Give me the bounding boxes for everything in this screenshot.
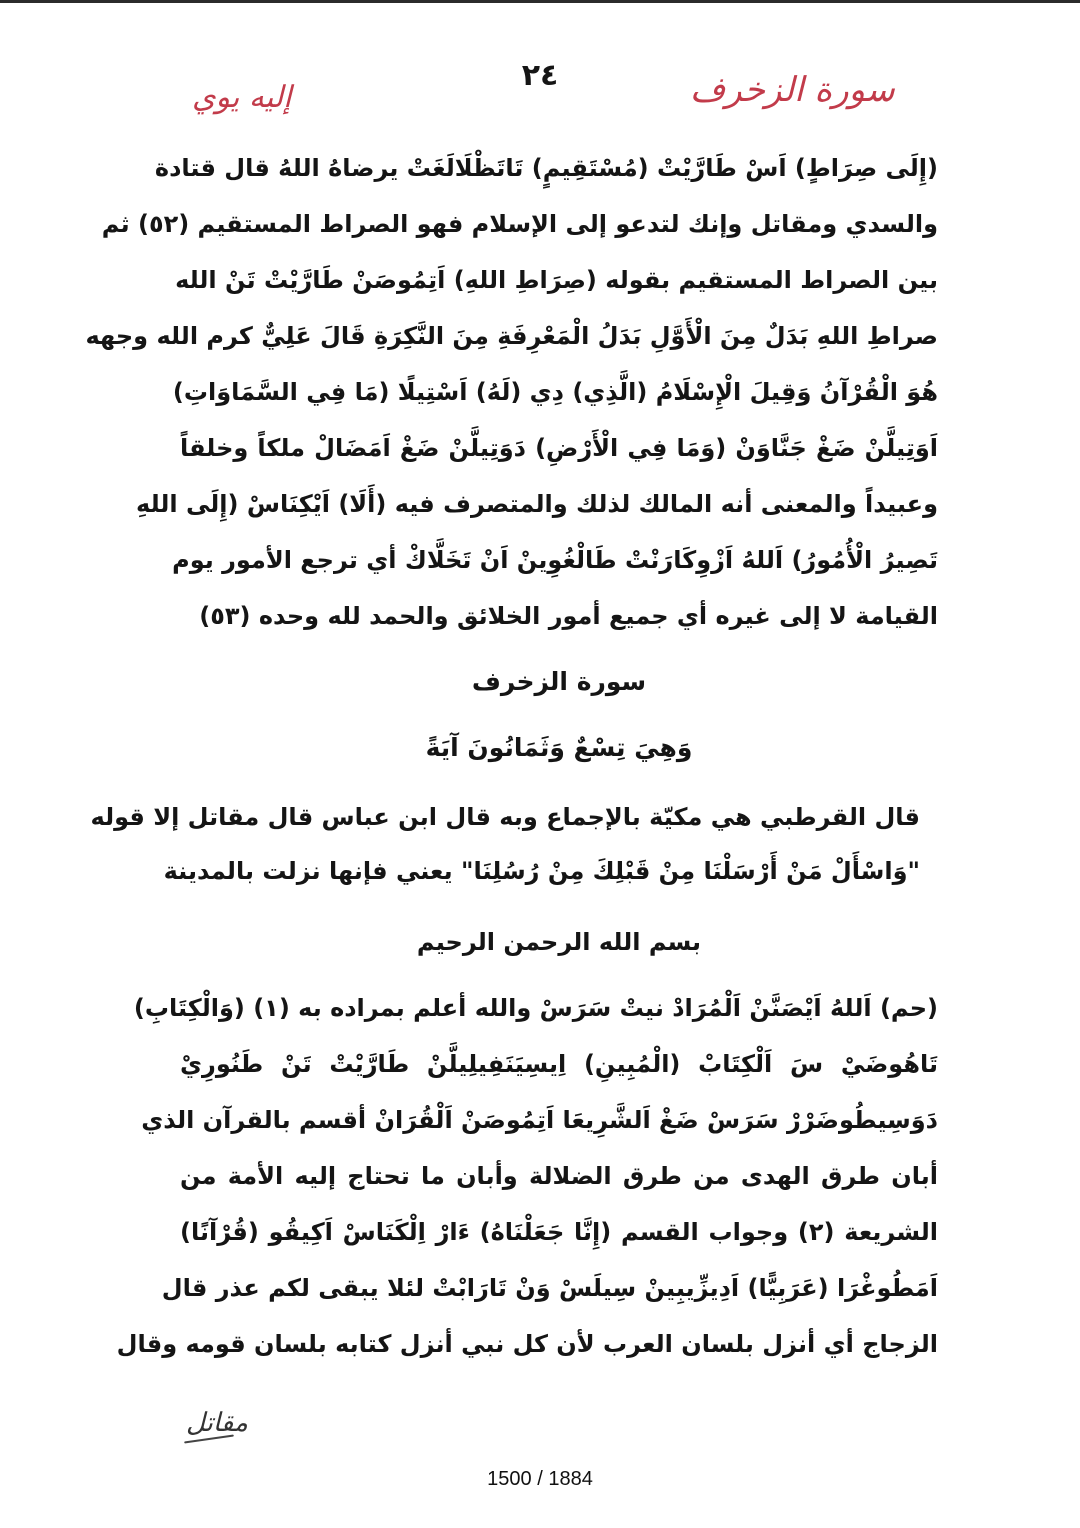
text-line: تَصِيرُ الْأُمُورُ) اَللهُ اَزْوِكَارَنْتْ طَالْغُوِينْ اَنْ تَخَلَّاكْ أي ترجع الأمور يوم — [172, 546, 938, 574]
text-line: وعبيداً والمعنى أنه المالك لذلك والمتصرف فيه (أَلَا) اَيْكِنَاسْ (إِلَى اللهِ — [136, 490, 938, 518]
text-line: قال القرطبي هي مكيّة بالإجماع وبه قال ابن عباس قال مقاتل إلا قوله — [90, 803, 920, 831]
surah-intro — [90, 790, 920, 898]
text-line: الشريعة (٢) وجواب القسم (إِنَّا جَعَلْنَاهُ) ءَارْ اِلْكَنَاسْ اَكِيقُو (قُرْآنًا) — [180, 1218, 938, 1246]
commentary-block-2 — [116, 980, 938, 1372]
text-line: (إِلَى صِرَاطٍ) اَسْ طَارَّيْتْ (مُسْتَقِيمٍ) تَاتَظْلَالَغَتْ يرضاهُ اللهُ قال قتادة — [154, 154, 938, 182]
text-line: "وَاسْأَلْ مَنْ أَرْسَلْنَا مِنْ قَبْلِكَ مِنْ رُسُلِنَا" يعني فإنها نزلت بالمدينة — [163, 857, 920, 885]
text-line: صراطِ اللهِ بَدَلٌ مِنَ الْأَوَّلِ بَدَلُ الْمَعْرِفَةِ مِنَ النَّكِرَةِ قَالَ عَلِيٌّ كرم الله وجهه — [85, 322, 938, 350]
page-number: ٢٤ — [521, 58, 559, 93]
text-line: (حم) اَللهُ اَيْصَنَّنْ اَلْمُرَادْ نيتْ سَرَسْ والله أعلم بمراده به (١) (وَالْكِتَابِ) — [133, 994, 938, 1022]
text-line: اَوَتِيلَّنْ ضَغْ جَنَّاوَنْ (وَمَا فِي الْأَرْضِ) دَوَتِيلَّنْ ضَغْ اَمَضَالْ ملكاً وخلقاً — [180, 434, 938, 462]
surah-title: سورة الزخرف — [471, 667, 647, 696]
handwritten-catchword: مقاتل — [186, 1408, 248, 1438]
text-line: تَاهُوضَيْ سَ اَلْكِتَابْ (الْمُبِينِ) اِيسِيَنَفِيلِيلَّنْ طَارَّيْتْ تَنْ طَنُورِيْ — [180, 1050, 938, 1078]
commentary-block-1 — [85, 140, 938, 644]
basmala: بسم الله الرحمن الرحيم — [416, 928, 702, 956]
text-line: دَوَسِيطُوضَرْرْ سَرَسْ ضَغْ اَلشَّرِيعَا اَتِمُوصَنْ اَلْقُرَانْ أقسم بالقرآن الذي — [141, 1106, 938, 1134]
verse-count: وَهِيَ تِسْعٌ وَثَمَانُونَ آيَةً — [425, 733, 693, 762]
text-line: القيامة لا إلى غيره أي جميع أمور الخلائق والحمد لله وحده (٥٣) — [199, 602, 938, 630]
page-counter: 1500 / 1884 — [487, 1468, 593, 1490]
text-line: الزجاج أي أنزل بلسان العرب لأن كل نبي أنزل كتابه بلسان قومه وقال — [116, 1330, 938, 1358]
top-border — [0, 0, 1080, 3]
handwritten-left-note: إليه يوي — [192, 80, 292, 115]
text-line: أبان طرق الهدى من طرق الضلالة وأبان ما تحتاج إليه الأمة من — [180, 1162, 938, 1190]
text-line: بين الصراط المستقيم بقوله (صِرَاطِ اللهِ) اَتِمُوصَنْ طَارَّيْتْ تَنْ الله — [175, 266, 938, 294]
text-line: والسدي ومقاتل وإنك لتدعو إلى الإسلام فهو الصراط المستقيم (٥٢) ثم — [101, 210, 938, 238]
text-line: اَمَطُوغْرَا (عَرَبِيًّا) اَدِيزِّيبِينْ سِيلَسْ وَنْ تَارَابْتْ لئلا يبقى لكم عذر قال — [161, 1274, 938, 1302]
handwritten-surah-note: سورة الزخرف — [690, 70, 895, 110]
text-line: هُوَ الْقُرْآنُ وَقِيلَ الْإِسْلَامُ (الَّذِي) دِي (لَهُ) اَسْتِيلًا (مَا فِي السَّمَاوَاتِ) — [172, 378, 938, 406]
